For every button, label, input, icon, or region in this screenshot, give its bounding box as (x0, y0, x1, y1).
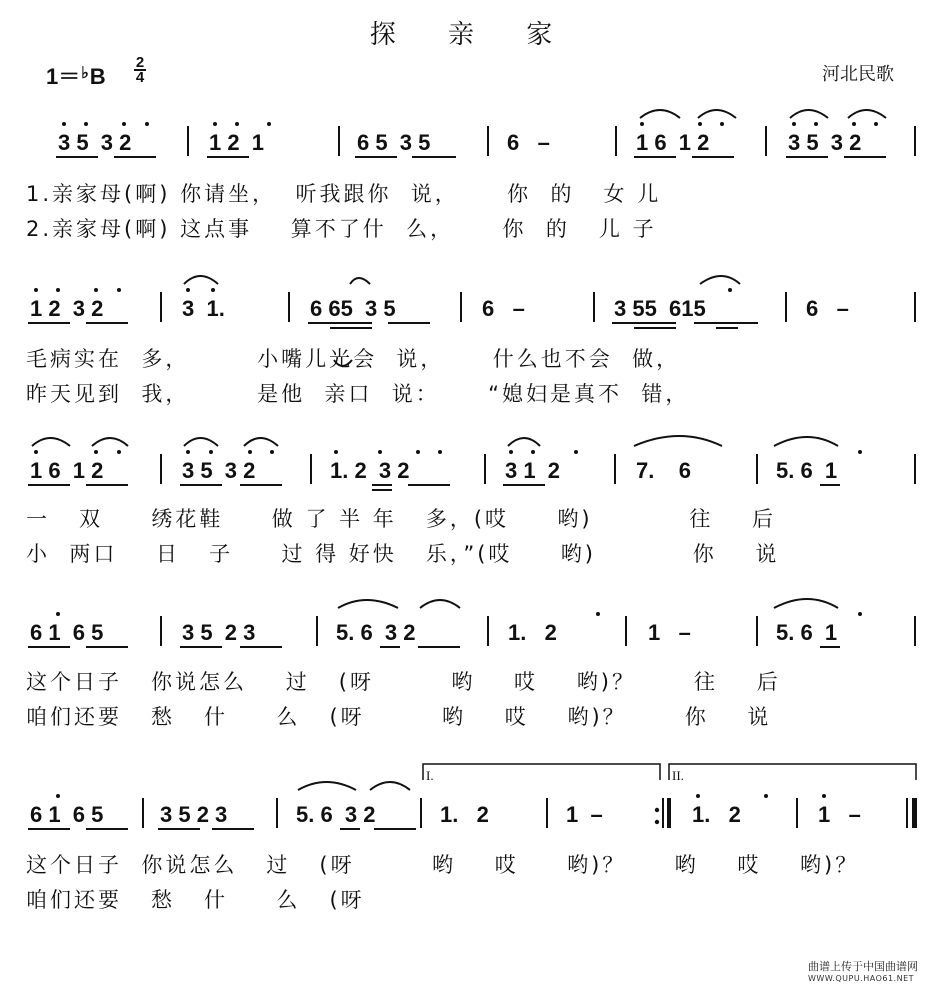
volta-1-bracket (423, 764, 660, 780)
octave-dot (698, 122, 702, 126)
barline (487, 616, 489, 646)
repeat-barline (662, 798, 664, 828)
repeat-dot (655, 820, 659, 824)
octave-dot (34, 288, 38, 292)
octave-dot (509, 450, 513, 454)
octave-dot (696, 794, 700, 798)
barline (310, 454, 312, 484)
barline (914, 454, 916, 484)
octave-dot (416, 450, 420, 454)
measure: 6 65 3 5 (310, 296, 396, 321)
octave-dot (270, 450, 274, 454)
final-barline (906, 798, 908, 828)
lyric-line: 咱们还要 愁 什 么 (呀 哟 哎 哟)？ 你 说 (26, 705, 772, 729)
measure: 6 5 3 5 (357, 130, 431, 155)
barline (160, 616, 162, 646)
barline (546, 798, 548, 828)
octave-dot (640, 122, 644, 126)
repeat-dot (655, 808, 659, 812)
barline (160, 454, 162, 484)
octave-dot (858, 612, 862, 616)
octave-dot (334, 450, 338, 454)
octave-dot (186, 450, 190, 454)
octave-dot (117, 450, 121, 454)
slur (774, 599, 838, 608)
barline (460, 292, 462, 322)
octave-dot (209, 450, 213, 454)
barline (765, 126, 767, 156)
lyric-line: 一 双 绣花鞋 做 了 半 年 多，(哎 哟) 往 后 (26, 507, 777, 531)
barline (796, 798, 798, 828)
measure: 6 1 6 5 (30, 620, 104, 645)
lyric-line: 2.亲家母(啊) 这点事 算不了什 么， 你 的 儿 子 (26, 217, 657, 241)
measure: 1 2 1 (209, 130, 265, 155)
song-source: 河北民歌 (822, 64, 894, 85)
octave-dot (720, 122, 724, 126)
barline (484, 454, 486, 484)
footer-url: WWW.QUPU.HAO61.NET (808, 974, 915, 983)
measure: 1 6 1 2 (30, 458, 104, 483)
barline (593, 292, 595, 322)
barline (614, 454, 616, 484)
lyric-line: 1.亲家母(啊) 你请坐， 听我跟你 说， 你 的 女 儿 (26, 182, 662, 206)
octave-dot (596, 612, 600, 616)
octave-dot (814, 122, 818, 126)
octave-dot (213, 122, 217, 126)
octave-dot (248, 450, 252, 454)
octave-dot (728, 288, 732, 292)
measure: 5. 6 1 (776, 620, 838, 645)
measure: 3 5 3 2 (58, 130, 132, 155)
footer-site: 曲谱上传于中国曲谱网 (808, 960, 918, 973)
lyric-line: 这个日子 你说怎么 过 (呀 哟 哎 哟)？ 哟 哎 哟)？ (26, 853, 860, 877)
slur (32, 438, 70, 446)
octave-dot (56, 612, 60, 616)
slur (92, 438, 128, 446)
key-signature: 1＝♭B (46, 64, 106, 89)
slur (774, 437, 838, 446)
octave-dot (145, 122, 149, 126)
measure: 3 5 2 3 (182, 620, 256, 645)
measure: 3 1 2 (505, 458, 561, 483)
measure: 5. 6 3 2 (296, 802, 376, 827)
measure: 1. 2 (508, 620, 557, 645)
measure: 6 – (806, 296, 849, 321)
final-barline (912, 798, 917, 828)
time-signature (134, 56, 146, 84)
octave-dot (235, 122, 239, 126)
lyric-line: 昨天见到 我， 是他 亲口 说： “媳妇是真不 错， (26, 382, 690, 406)
octave-dot (792, 122, 796, 126)
barline (914, 126, 916, 156)
measure: 1. 2 (440, 802, 489, 827)
measure: 1 – (566, 802, 603, 827)
lyric-line: 这个日子 你说怎么 过 (呀 哟 哎 哟)？ 往 后 (26, 670, 781, 694)
slur (184, 438, 218, 446)
octave-dot (122, 122, 126, 126)
barline (914, 616, 916, 646)
measure: 1. 2 3 2 (330, 458, 410, 483)
time-signature-top: 2 (135, 54, 145, 71)
barline (338, 126, 340, 156)
measure: 1 – (818, 802, 861, 827)
volta-2-label: II. (672, 768, 684, 783)
octave-dot (858, 450, 862, 454)
slur (420, 600, 460, 608)
octave-dot (56, 794, 60, 798)
measure: 6 1 6 5 (30, 802, 104, 827)
octave-dot (438, 450, 442, 454)
octave-dot (378, 450, 382, 454)
barline (420, 798, 422, 828)
octave-dot (34, 450, 38, 454)
octave-dot (56, 288, 60, 292)
measure: 1 6 1 2 (636, 130, 710, 155)
octave-dot (117, 288, 121, 292)
octave-dot (874, 122, 878, 126)
octave-dot (94, 288, 98, 292)
volta-1-label: I. (426, 768, 434, 783)
measure: 1 – (648, 620, 691, 645)
barline (487, 126, 489, 156)
slur (338, 600, 398, 608)
measure: 1. 2 (692, 802, 741, 827)
barline (160, 292, 162, 322)
slur (370, 782, 410, 790)
barline (316, 616, 318, 646)
octave-dot (531, 450, 535, 454)
measure: 3 5 3 2 (182, 458, 256, 483)
slur (508, 438, 540, 446)
slur (640, 110, 680, 118)
octave-dot (186, 288, 190, 292)
slur (700, 276, 740, 284)
barline (142, 798, 144, 828)
slur (350, 278, 370, 284)
slur (298, 782, 356, 790)
octave-dot (822, 794, 826, 798)
measure: 7. 6 (636, 458, 692, 483)
lyric-line: 咱们还要 愁 什 么 (呀 (26, 888, 365, 912)
measure: 3 55 615 (614, 296, 706, 321)
octave-dot (84, 122, 88, 126)
octave-dot (764, 794, 768, 798)
slur (244, 438, 278, 446)
slur (698, 110, 736, 118)
measure: 6 – (482, 296, 525, 321)
octave-dot (94, 450, 98, 454)
measure: 1 2 3 2 (30, 296, 104, 321)
barline (785, 292, 787, 322)
barline (288, 292, 290, 322)
slur (184, 276, 218, 284)
lyric-line: 毛病实在 多， 小嘴儿光会 说， 什么也不会 做， (26, 347, 681, 371)
measure: 3 5 3 2 (788, 130, 862, 155)
slur (634, 436, 722, 446)
octave-dot (574, 450, 578, 454)
song-title: 探 亲 家 (369, 20, 575, 50)
barline (756, 616, 758, 646)
barline (756, 454, 758, 484)
slur (790, 110, 828, 118)
barline (187, 126, 189, 156)
slur (848, 110, 886, 118)
repeat-barline (667, 798, 671, 828)
barline (625, 616, 627, 646)
octave-dot (852, 122, 856, 126)
measure: 3 1. (182, 296, 225, 321)
octave-dot (211, 288, 215, 292)
time-signature-bottom: 4 (135, 69, 145, 86)
octave-dot (267, 122, 271, 126)
volta-2-bracket (669, 764, 916, 780)
measure: 3 5 2 3 (160, 802, 228, 827)
lyric-line: 小 两口 日 子 过 得 好快 乐，”(哎 哟) 你 说 (26, 542, 780, 566)
measure: 6 – (507, 130, 550, 155)
barline (914, 292, 916, 322)
measure: 5. 6 3 2 (336, 620, 416, 645)
barline (615, 126, 617, 156)
barline (276, 798, 278, 828)
octave-dot (62, 122, 66, 126)
measure: 5. 6 1 (776, 458, 838, 483)
